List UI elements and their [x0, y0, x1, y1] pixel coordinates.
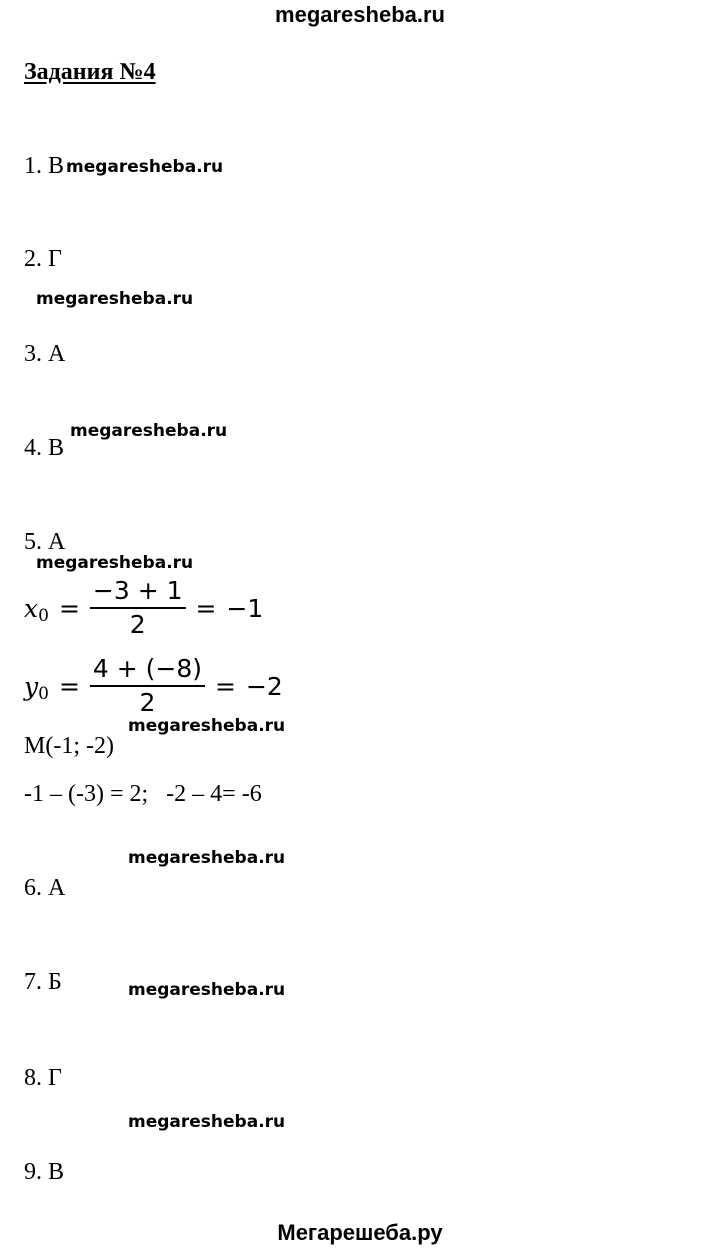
- fraction-denominator: 2: [139, 688, 156, 717]
- fraction: [90, 577, 186, 639]
- midpoint-result: M(-1; -2): [24, 733, 114, 759]
- equation-subscript: 0: [38, 684, 49, 704]
- equation-y0: [24, 656, 283, 716]
- fraction-numerator: 4 + (−8): [90, 655, 205, 687]
- equation-result: −2: [245, 671, 283, 701]
- answer-number: 9.: [24, 1159, 42, 1185]
- site-header: megaresheba.ru: [275, 2, 445, 27]
- watermark: megaresheba.ru: [128, 1112, 286, 1132]
- answer-letter: А: [48, 875, 66, 901]
- answer-letter: А: [48, 529, 66, 555]
- answer-number: 1.: [24, 153, 42, 179]
- answer-number: 2.: [24, 246, 42, 272]
- answer-letter: В: [48, 1159, 65, 1185]
- answer-letter: Г: [48, 1065, 62, 1091]
- equals-sign: =: [58, 593, 80, 623]
- watermark: megaresheba.ru: [36, 289, 194, 309]
- answer-letter: Б: [48, 969, 62, 995]
- answer-letter: А: [48, 341, 66, 367]
- answer-5: [24, 528, 65, 556]
- watermark: megaresheba.ru: [70, 421, 228, 441]
- answer-8: [24, 1064, 62, 1092]
- equals-sign: =: [195, 593, 217, 623]
- equation-result: −1: [226, 593, 264, 623]
- watermark: megaresheba.ru: [66, 157, 224, 177]
- answer-9: [24, 1158, 64, 1186]
- site-footer: Мегарешеба.ру: [277, 1220, 443, 1245]
- coordinate-calculation: -1 – (-3) = 2; -2 – 4= -6: [24, 781, 262, 807]
- fraction: [90, 655, 205, 717]
- watermark: megaresheba.ru: [128, 716, 286, 736]
- watermark: megaresheba.ru: [128, 980, 286, 1000]
- fraction-numerator: −3 + 1: [90, 577, 186, 609]
- answer-number: 3.: [24, 341, 42, 367]
- answer-letter: В: [48, 153, 65, 179]
- answer-letter: В: [48, 435, 65, 461]
- answer-number: 5.: [24, 529, 42, 555]
- answer-number: 8.: [24, 1065, 42, 1091]
- equation-subscript: 0: [38, 606, 49, 626]
- fraction-denominator: 2: [129, 610, 146, 639]
- answer-3: [24, 340, 65, 368]
- answer-number: 6.: [24, 875, 42, 901]
- answer-number: 7.: [24, 969, 42, 995]
- equals-sign: =: [58, 671, 80, 701]
- answer-4: [24, 434, 64, 462]
- page-title: Задания №4: [24, 59, 156, 85]
- equation-variable: y: [24, 671, 39, 701]
- answer-7: [24, 968, 62, 996]
- equation-x0: [24, 578, 263, 638]
- watermark: megaresheba.ru: [36, 553, 194, 573]
- equals-sign: =: [215, 671, 236, 701]
- answer-6: [24, 874, 65, 902]
- watermark: megaresheba.ru: [128, 848, 286, 868]
- equation-variable: x: [24, 593, 39, 623]
- answer-2: [24, 245, 62, 273]
- answer-1: [24, 152, 64, 180]
- answer-letter: Г: [48, 246, 62, 272]
- answer-number: 4.: [24, 435, 42, 461]
